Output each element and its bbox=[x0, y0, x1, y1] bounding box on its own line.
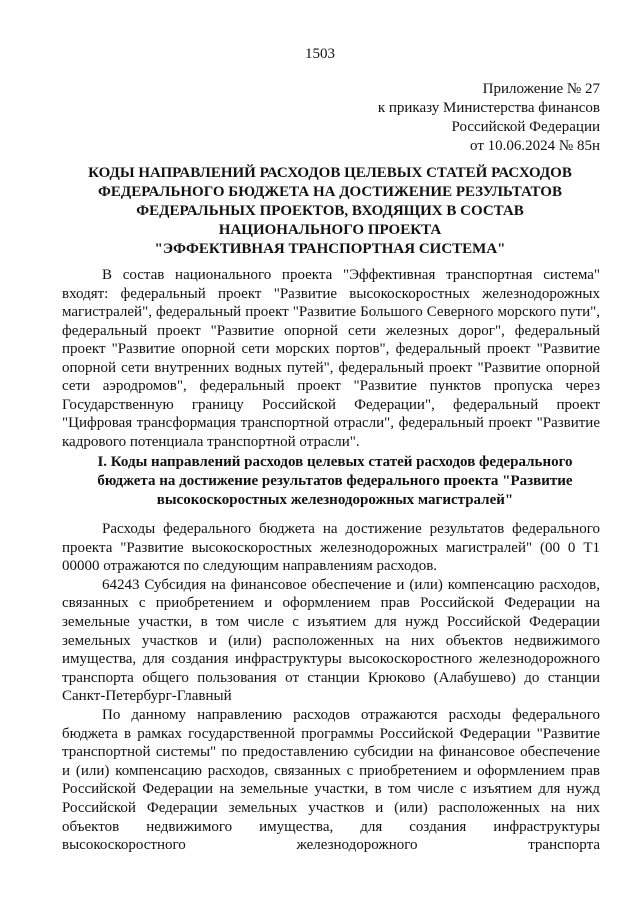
section-title-line: I. Коды направлений расходов целевых статей расходов федерального bbox=[97, 454, 573, 470]
page-number: 1503 bbox=[305, 46, 335, 62]
section-title bbox=[90, 453, 580, 510]
appendix-line: к приказу Министерства финансов bbox=[377, 100, 600, 116]
document-title bbox=[70, 164, 590, 259]
title-line: "ЭФФЕКТИВНАЯ ТРАНСПОРТНАЯ СИСТЕМА" bbox=[154, 241, 506, 257]
body-paragraph: По данному направлению расходов отражаются расходы федерального бюджета в рамках государственной программы Российской Федерации "Развитие транспортной системы" по предоставлению субсидии на финансовое обеспечение и (или) компенсацию расходов, связанных с приобретением и оформлением прав Российской Федерации на земельные участки, в том числе с изъятием для нужд Российской Федерации земельных участков и (или) расположенных на них объектов недвижимого имущества, для создания инфраструктуры высокоскоростного железнодорожного транспорта bbox=[62, 706, 600, 854]
section-title-line: бюджета на достижение результатов федерального проекта "Развитие bbox=[97, 473, 573, 489]
section-title-line: высокоскоростных железнодорожных магистралей" bbox=[156, 492, 514, 508]
body-paragraph: Расходы федерального бюджета на достижение результатов федерального проекта "Развитие высокоскоростных железнодорожных магистралей" (00 0 Т1 00000 отражаются по следующим направлениям расходов. bbox=[62, 521, 600, 575]
title-line: ФЕДЕРАЛЬНОГО БЮДЖЕТА НА ДОСТИЖЕНИЕ РЕЗУЛЬТАТОВ bbox=[98, 184, 562, 200]
title-line: ФЕДЕРАЛЬНЫХ ПРОЕКТОВ, ВХОДЯЩИХ В СОСТАВ bbox=[136, 203, 524, 219]
appendix-block bbox=[340, 80, 600, 156]
appendix-line: Российской Федерации bbox=[451, 119, 600, 135]
title-line: КОДЫ НАПРАВЛЕНИЙ РАСХОДОВ ЦЕЛЕВЫХ СТАТЕЙ РАСХОДОВ bbox=[88, 165, 572, 181]
title-line: НАЦИОНАЛЬНОГО ПРОЕКТА bbox=[218, 222, 442, 238]
appendix-line: Приложение № 27 bbox=[482, 81, 600, 97]
intro-block bbox=[62, 266, 600, 451]
intro-paragraph: В состав национального проекта "Эффективная транспортная система" входят: федеральный проект "Развитие высокоскоростных железнодорожных магистралей", федеральный проект "Развитие Большого Северного морского пути", федеральный проект "Развитие опорной сети железных дорог", федеральный проект "Развитие опорной сети морских портов", федеральный проект "Развитие опорной сети внутренних водных путей", федеральный проект "Развитие опорной сети аэродромов", федеральный проект "Развитие пунктов пропуска через Государственную границу Российской Федерации", федеральный проект "Цифровая трансформация транспортной отрасли", федеральный проект "Развитие кадрового потенциала транспортной отрасли". bbox=[62, 267, 600, 450]
body-paragraph: 64243 Субсидия на финансовое обеспечение и (или) компенсацию расходов, связанных с приобретением и оформлением прав Российской Федерации на земельные участки, в том числе с изъятием для нужд Российской Федерации земельных участков и (или) расположенных на них объектов недвижимого имущества, для создания инфраструктуры высокоскоростного железнодорожного транспорта общего пользования от станции Крюково (Алабушево) до станции Санкт-Петербург-Главный bbox=[62, 576, 600, 705]
section-body bbox=[62, 520, 600, 855]
appendix-line: от 10.06.2024 № 85н bbox=[470, 138, 600, 154]
